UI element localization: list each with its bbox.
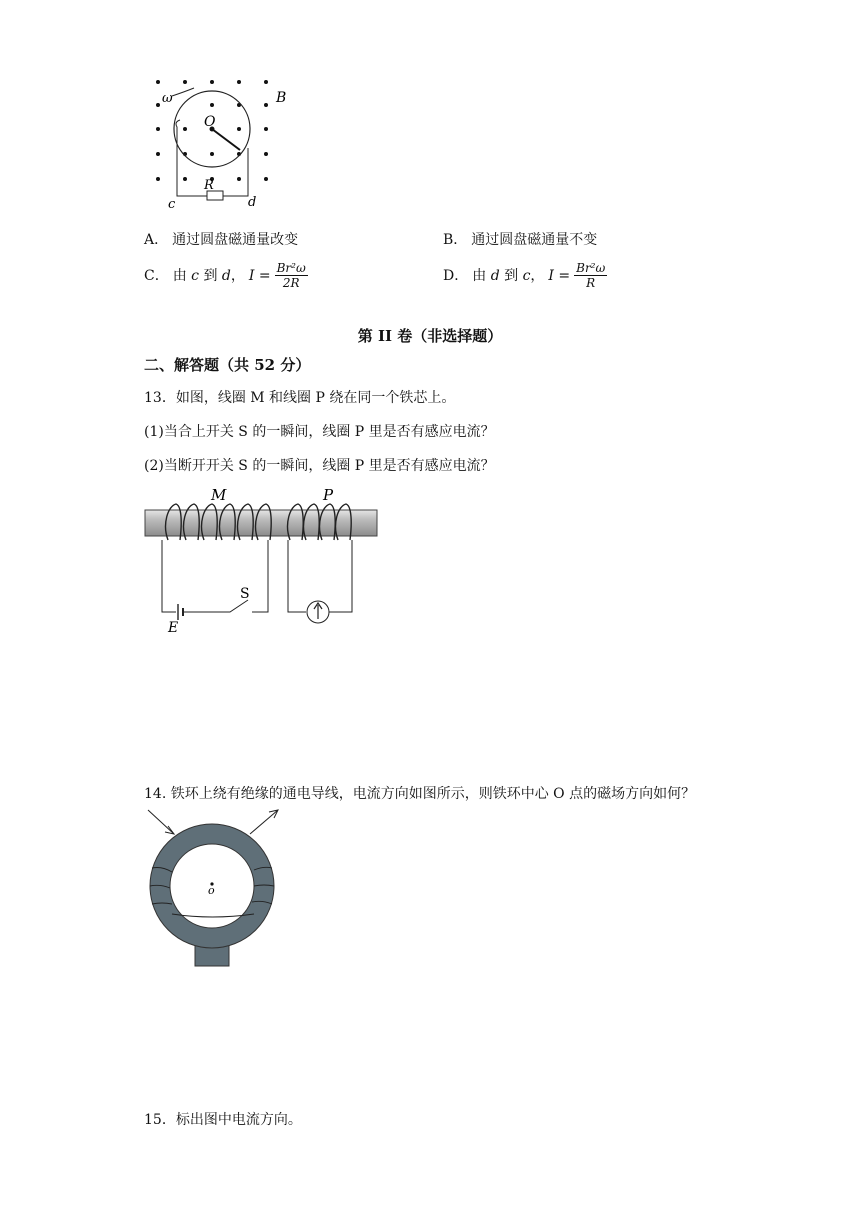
option-b bbox=[443, 231, 597, 249]
option-d-denominator: R bbox=[586, 276, 596, 290]
option-c bbox=[144, 261, 308, 290]
option-c-fraction bbox=[275, 261, 308, 290]
option-a-letter: A． bbox=[144, 232, 169, 248]
b-field-label: B bbox=[276, 90, 287, 106]
option-c-mid: 到 bbox=[199, 267, 222, 284]
disk-figure bbox=[140, 72, 310, 212]
resistor-r-label: R bbox=[204, 178, 214, 193]
option-c-denominator: 2R bbox=[282, 276, 300, 290]
option-b-text: 通过圆盘磁通量不变 bbox=[471, 232, 598, 248]
option-c-lhs: I = bbox=[248, 267, 271, 284]
option-c-to: d bbox=[221, 267, 231, 284]
part-heading: 二、解答题（共 52 分） bbox=[144, 356, 311, 374]
option-d-pre: 由 bbox=[472, 267, 491, 284]
option-d-lhs: I = bbox=[548, 267, 571, 284]
q13-stem: 13．如图，线圈 M 和线圈 P 绕在同一个铁芯上。 bbox=[144, 390, 456, 406]
option-d-numerator: Br²ω bbox=[576, 261, 606, 275]
option-c-numerator: Br²ω bbox=[276, 261, 306, 275]
q13-sub1: (1)当合上开关 S 的一瞬间，线圈 P 里是否有感应电流？ bbox=[144, 424, 495, 440]
option-c-post: ， bbox=[230, 267, 245, 284]
option-d bbox=[443, 261, 607, 290]
option-d-letter: D． bbox=[443, 267, 469, 284]
terminal-c-label: c bbox=[168, 197, 176, 212]
option-d-mid: 到 bbox=[499, 267, 523, 284]
ring-center-o-label: o bbox=[208, 884, 215, 897]
omega-label: ω bbox=[162, 91, 173, 106]
option-c-pre: 由 bbox=[172, 267, 192, 284]
option-d-fraction bbox=[574, 261, 607, 290]
option-b-letter: B． bbox=[443, 232, 468, 248]
option-d-to: c bbox=[522, 267, 531, 284]
switch-s-label: S bbox=[240, 586, 250, 602]
center-o-label: O bbox=[204, 114, 216, 130]
section-title: 第 II 卷（非选择题） bbox=[357, 327, 503, 345]
option-c-from: c bbox=[191, 267, 200, 284]
q13-sub2: (2)当断开开关 S 的一瞬间，线圈 P 里是否有感应电流？ bbox=[144, 458, 495, 474]
terminal-d-label: d bbox=[248, 195, 257, 210]
battery-e-label: E bbox=[168, 620, 179, 634]
q14-stem: 14. 铁环上绕有绝缘的通电导线，电流方向如图所示，则铁环中心 O 点的磁场方向如何？ bbox=[144, 786, 696, 802]
option-d-from: d bbox=[490, 267, 500, 284]
option-a bbox=[144, 231, 298, 249]
coil-figure bbox=[140, 484, 390, 634]
q15-stem: 15．标出图中电流方向。 bbox=[144, 1112, 302, 1128]
option-c-letter: C． bbox=[144, 267, 169, 284]
option-a-text: 通过圆盘磁通量改变 bbox=[172, 232, 299, 248]
coil-p-label: P bbox=[323, 486, 334, 504]
coil-m-label: M bbox=[211, 486, 227, 504]
option-d-post: ， bbox=[530, 267, 545, 284]
iron-ring-figure bbox=[140, 806, 290, 968]
